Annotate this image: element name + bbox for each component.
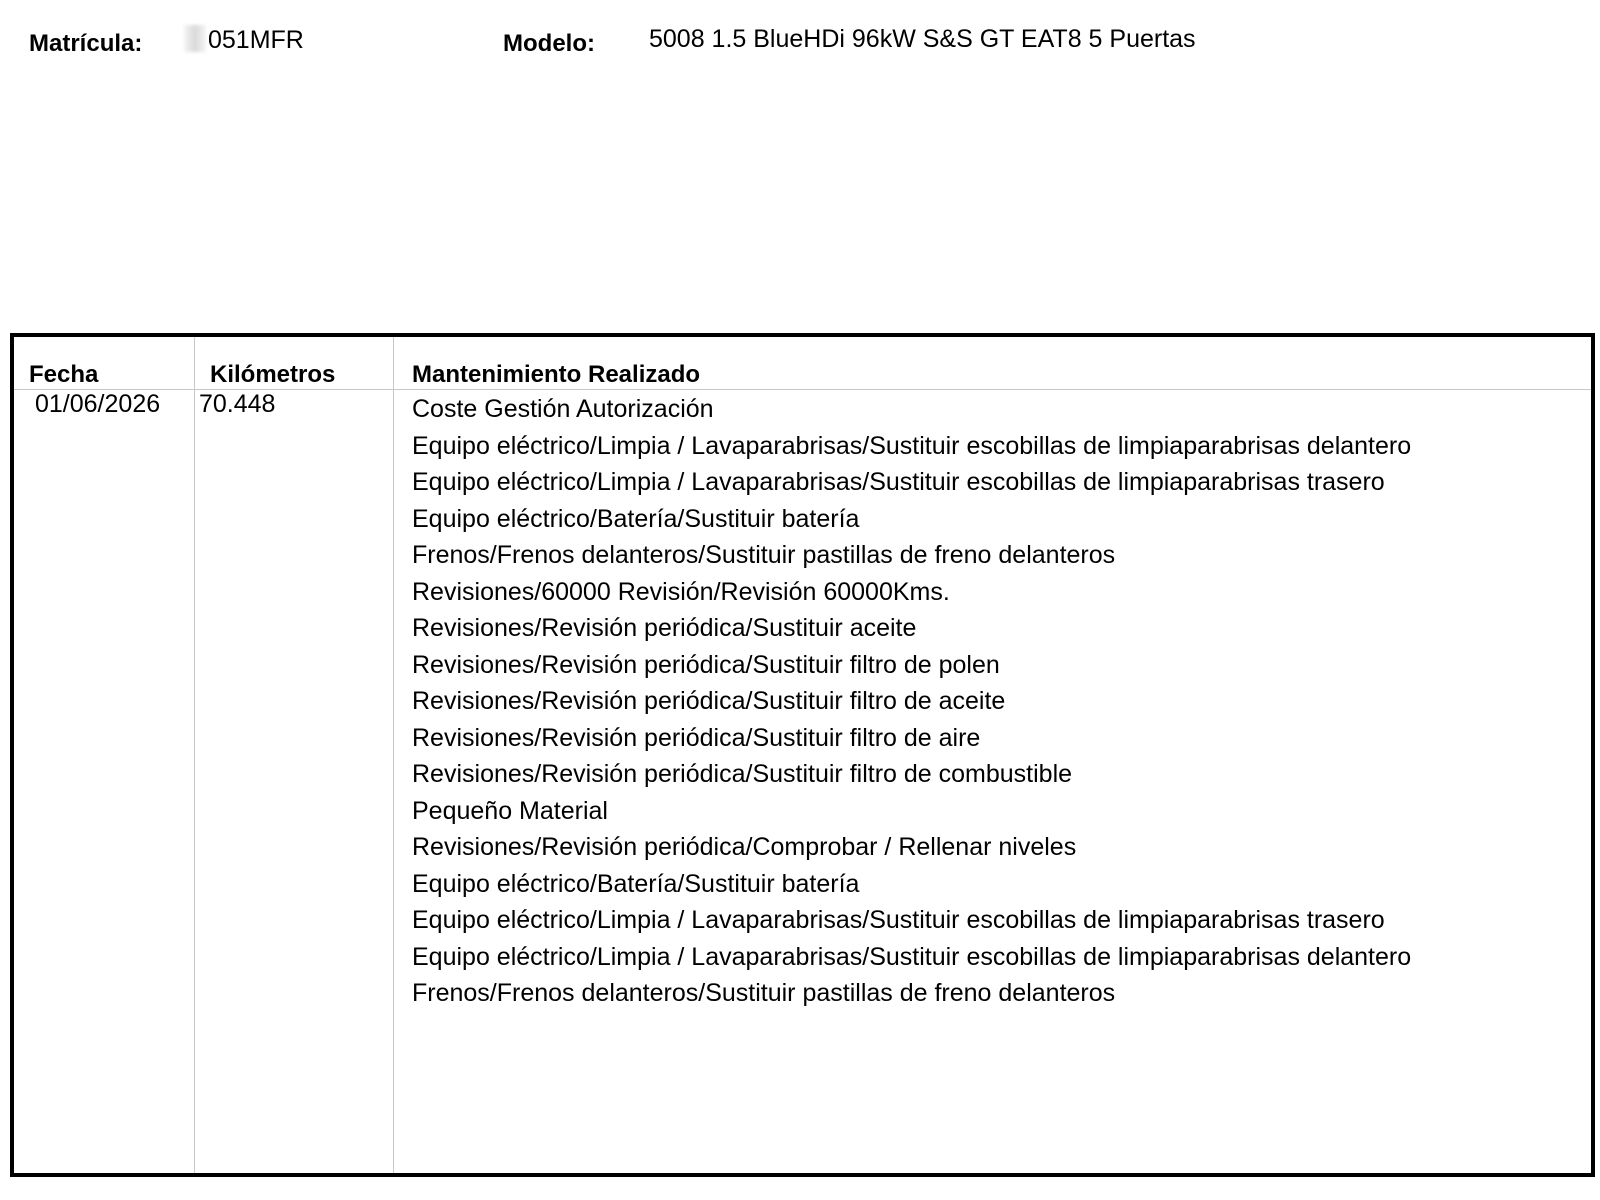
maintenance-item: Frenos/Frenos delanteros/Sustituir pastillas de freno delanteros — [412, 541, 1116, 569]
maintenance-item: Revisiones/Revisión periódica/Sustituir filtro de aire — [412, 723, 981, 752]
column-divider — [393, 337, 394, 1173]
maintenance-table — [10, 333, 1595, 1177]
maintenance-item: Revisiones/Revisión periódica/Sustituir aceite — [412, 614, 917, 642]
maintenance-item: Equipo eléctrico/Limpia / Lavaparabrisas/Sustituir escobillas de limpiaparabrisas delantero — [412, 431, 1412, 460]
redacted-blur — [184, 25, 206, 52]
maintenance-item: Revisiones/60000 Revisión/Revisión 60000Kms. — [412, 577, 950, 606]
header-fecha: Fecha — [29, 361, 99, 388]
maintenance-item: Coste Gestión Autorización — [412, 395, 714, 423]
maintenance-item: Frenos/Frenos delanteros/Sustituir pastillas de freno delanteros — [412, 979, 1116, 1007]
maintenance-item: Revisiones/Revisión periódica/Sustituir filtro de combustible — [412, 760, 1073, 788]
modelo-label: Modelo: — [503, 30, 595, 57]
maintenance-item: Revisiones/Revisión periódica/Comprobar / Rellenar niveles — [412, 833, 1077, 861]
modelo-value: 5008 1.5 BlueHDi 96kW S&S GT EAT8 5 Puertas — [649, 25, 1196, 53]
maintenance-item: Revisiones/Revisión periódica/Sustituir filtro de aceite — [412, 687, 1006, 715]
maintenance-item: Equipo eléctrico/Limpia / Lavaparabrisas/Sustituir escobillas de limpiaparabrisas trasero — [412, 468, 1385, 496]
header-mantenimiento: Mantenimiento Realizado — [412, 361, 701, 388]
column-divider — [194, 337, 195, 1173]
maintenance-item: Equipo eléctrico/Batería/Sustituir batería — [412, 504, 860, 533]
maintenance-item: Equipo eléctrico/Limpia / Lavaparabrisas/Sustituir escobillas de limpiaparabrisas trasero — [412, 906, 1385, 934]
vehicle-header — [0, 22, 1600, 62]
matricula-label: Matrícula: — [29, 30, 143, 57]
maintenance-item: Equipo eléctrico/Batería/Sustituir batería — [412, 869, 860, 898]
cell-kilometros: 70.448 — [199, 390, 276, 418]
cell-fecha: 01/06/2026 — [35, 390, 161, 418]
header-kilometros: Kilómetros — [210, 361, 336, 388]
maintenance-item: Pequeño Material — [412, 796, 608, 825]
matricula-value-wrapper — [184, 25, 304, 55]
maintenance-item: Revisiones/Revisión periódica/Sustituir filtro de polen — [412, 650, 1000, 679]
matricula-value: 051MFR — [208, 26, 304, 54]
maintenance-item: Equipo eléctrico/Limpia / Lavaparabrisas/Sustituir escobillas de limpiaparabrisas delantero — [412, 942, 1412, 971]
maintenance-items-list — [412, 391, 1412, 1012]
